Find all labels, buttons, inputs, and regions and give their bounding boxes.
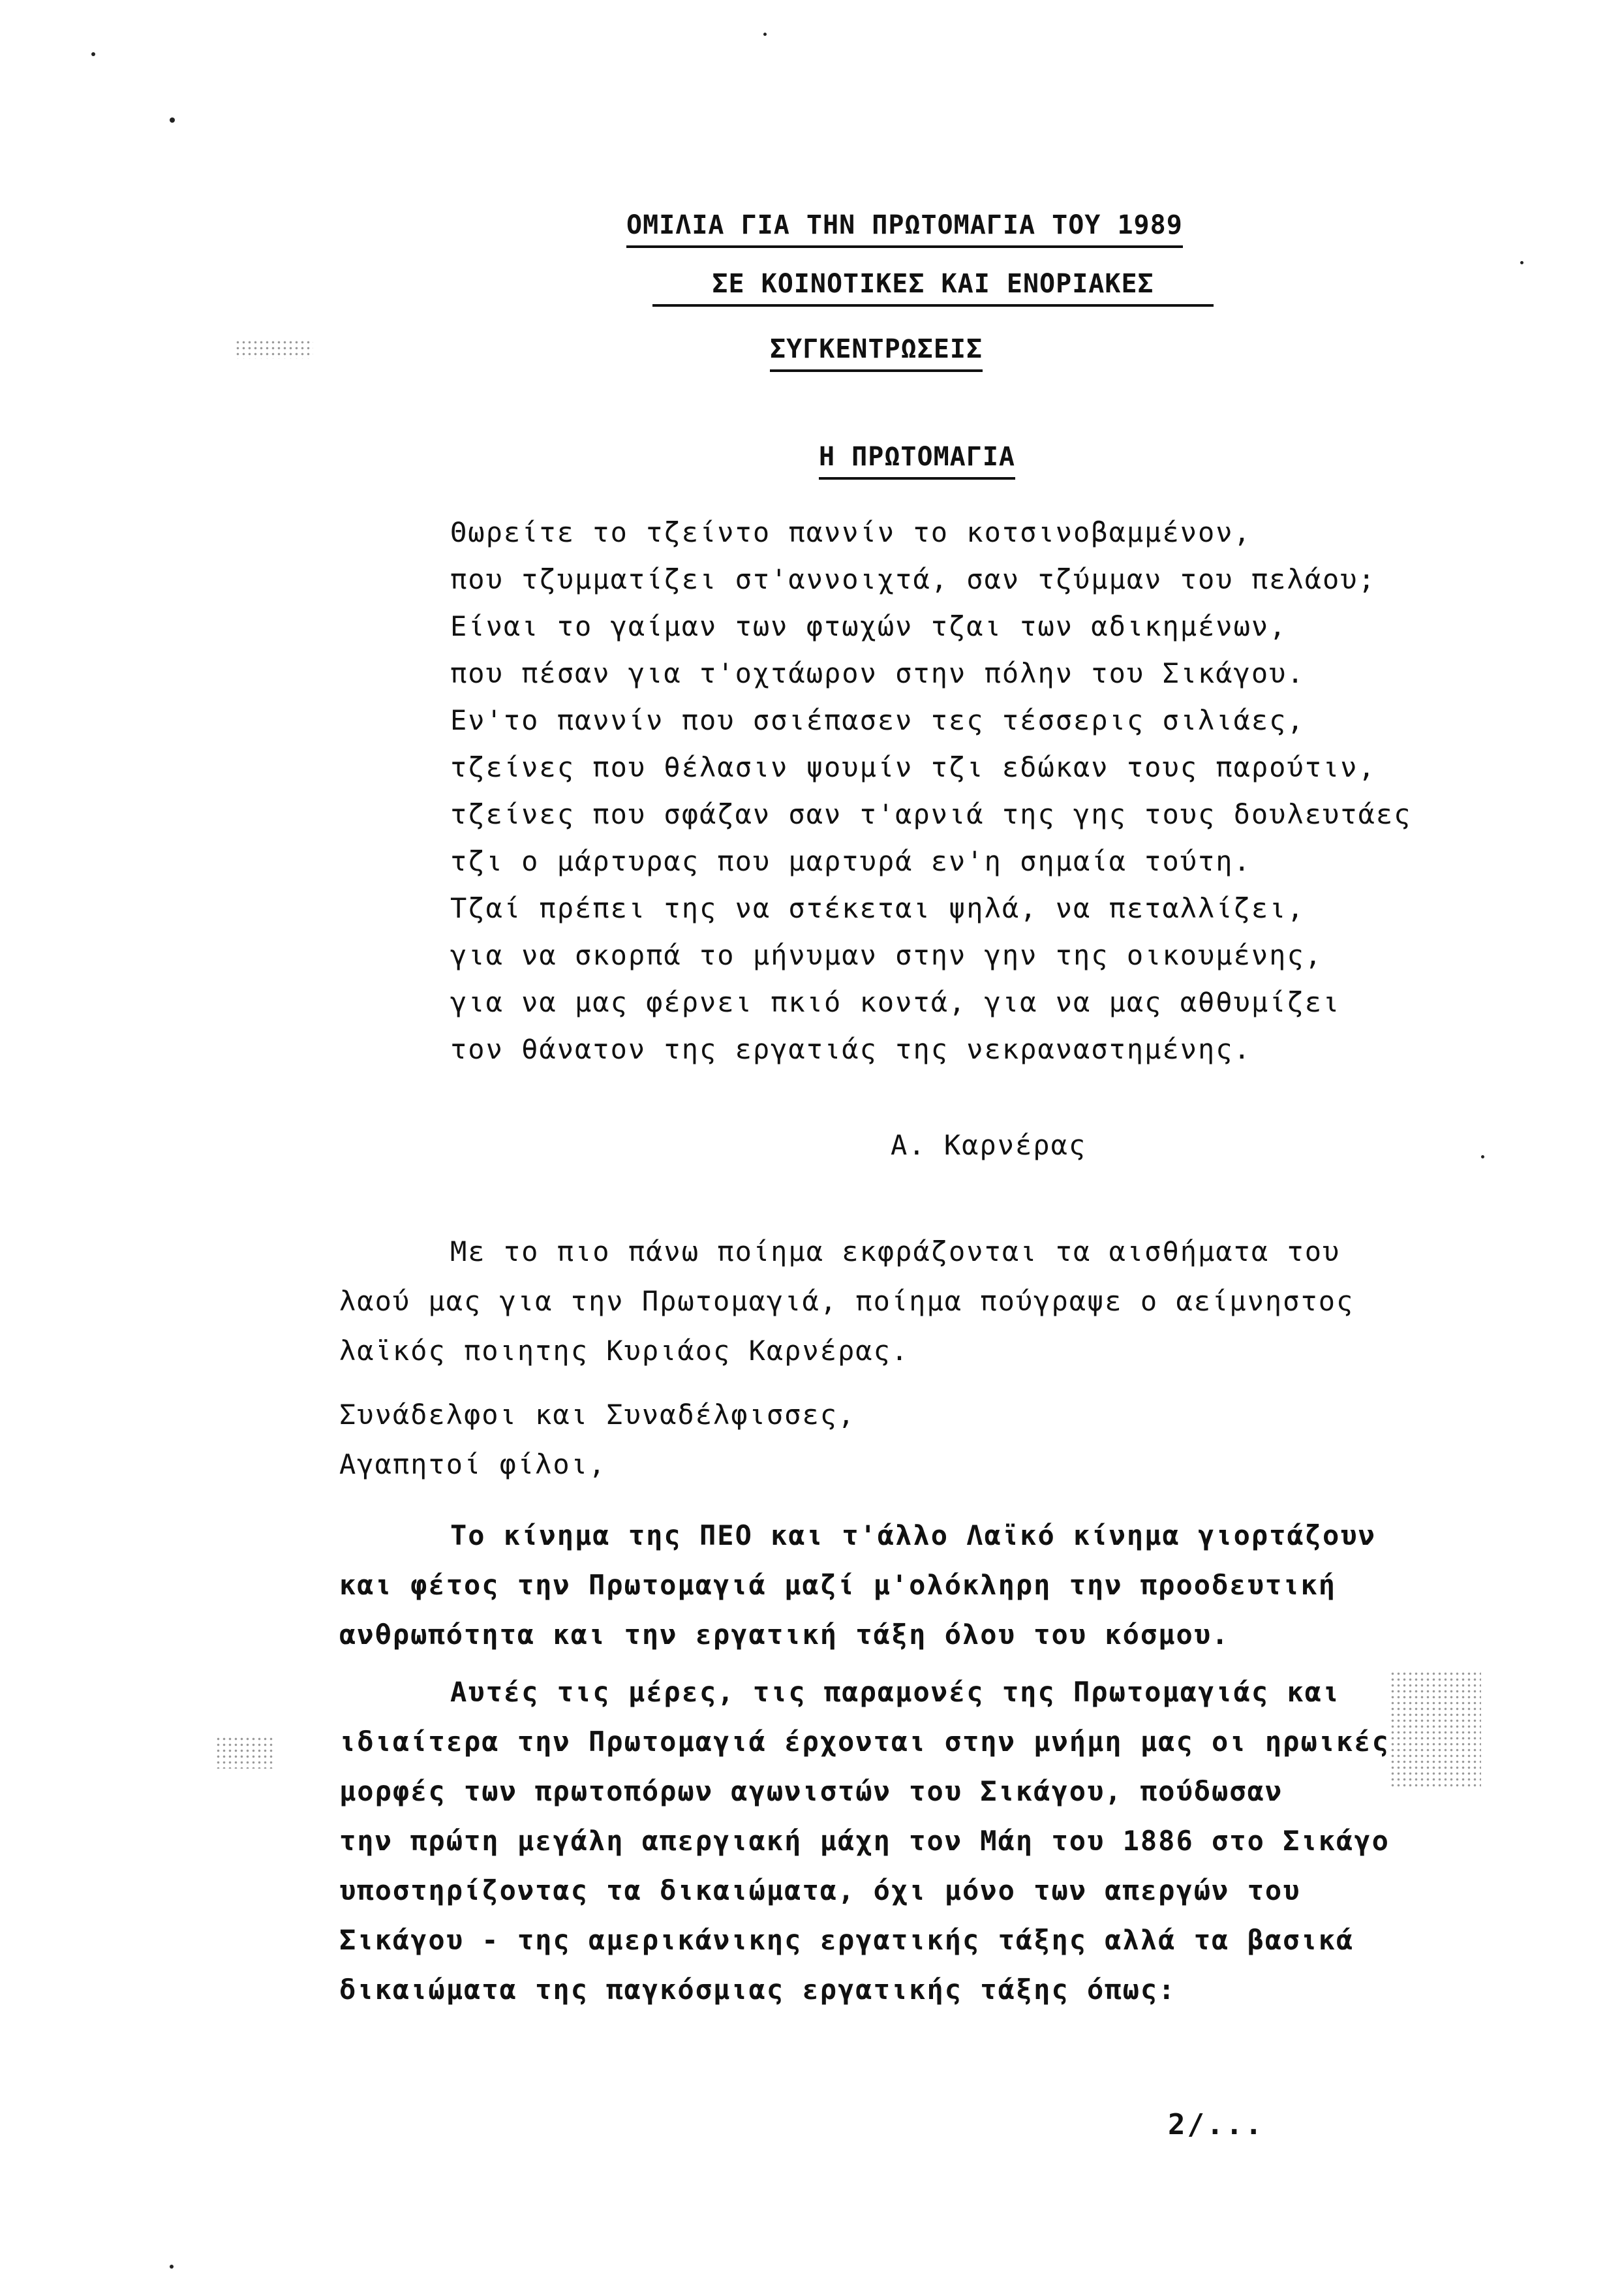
paragraph-line: την πρώτη μεγάλη απεργιακή μάχη τον Μάη του 1886 στο Σικάγο — [339, 1825, 1390, 1857]
poem-line: τζείνες που σφάζαν σαν τ'αρνιά της γης τους δουλευτάες — [450, 798, 1412, 830]
poem-line: Εν'το παννίν που σσιέπασεν τες τέσσερις σιλιάες, — [450, 704, 1305, 736]
poem-line: που τζυμματίζει στ'αννοιχτά, σαν τζύμμαν του πελάου; — [450, 563, 1376, 595]
greeting-line: Συνάδελφοι και Συναδέλφισσες, — [339, 1399, 856, 1431]
greeting — [339, 1390, 855, 1489]
body-paragraph-1 — [339, 1511, 1376, 1660]
paragraph-line: Το κίνημα της ΠΕΟ και τ'άλλο Λαϊκό κίνημα γιορτάζουν — [450, 1519, 1376, 1551]
scan-speck — [763, 33, 767, 36]
poem-line: τον θάνατον της εργατιάς της νεκραναστημένης. — [450, 1033, 1251, 1065]
paragraph-line: υποστηρίζοντας τα δικαιώματα, όχι μόνο των απεργών του — [339, 1874, 1301, 1906]
scan-speck — [1520, 261, 1523, 264]
paragraph-line: δικαιώματα της παγκόσμιας εργατικής τάξης όπως: — [339, 1974, 1176, 2006]
greeting-line: Αγαπητοί φίλοι, — [339, 1448, 607, 1480]
document-subtitle-2: ΣΥΓΚΕΝΤΡΩΣΕΙΣ — [770, 333, 983, 372]
poem-line: για να σκορπά το μήνυμαν στην γην της οικουμένης, — [450, 939, 1323, 971]
intro-paragraph — [339, 1227, 1354, 1376]
poem — [450, 509, 1520, 1073]
paragraph-line: λαϊκός ποιητης Κυριάος Καρνέρας. — [339, 1335, 910, 1367]
paragraph-line: Αυτές τις μέρες, τις παραμονές της Πρωτομαγιάς και — [450, 1676, 1341, 1708]
paragraph-line: και φέτος την Πρωτομαγιά μαζί μ'ολόκληρη την προοδευτική — [339, 1569, 1337, 1601]
scan-speck — [170, 2265, 174, 2269]
document-subtitle: ΣΕ ΚΟΙΝΟΤΙΚΕΣ ΚΑΙ ΕΝΟΡΙΑΚΕΣ — [652, 268, 1214, 307]
scan-speck — [170, 117, 175, 123]
poem-author: Α. Καρνέρας — [891, 1129, 1087, 1161]
scan-noise — [235, 339, 313, 359]
poem-line: που πέσαν για τ'οχτάωρον στην πόλην του Σικάγου. — [450, 657, 1305, 689]
paragraph-line: μορφές των πρωτοπόρων αγωνιστών του Σικάγου, πούδωσαν — [339, 1775, 1283, 1807]
paragraph-line: λαού μας για την Πρωτομαγιά, ποίημα πούγραψε ο αείμνηστος — [339, 1285, 1354, 1317]
scan-noise — [1390, 1671, 1481, 1788]
poem-line: Είναι το γαίμαν των φτωχών τζαι των αδικημένων, — [450, 610, 1287, 642]
paragraph-line: ιδιαίτερα την Πρωτομαγιά έρχονται στην μνήμη μας οι ηρωικές — [339, 1726, 1390, 1758]
document-title: ΟΜΙΛΙΑ ΓΙΑ ΤΗΝ ΠΡΩΤΟΜΑΓΙΑ ΤΟΥ 1989 — [626, 209, 1183, 248]
paragraph-line: Σικάγου - της αμερικάνικης εργατικής τάξης αλλά τα βασικά — [339, 1924, 1354, 1956]
poem-line: Θωρείτε το τζείντο παννίν το κοτσινοβαμμένον, — [450, 516, 1251, 548]
scan-speck — [1481, 1155, 1484, 1158]
body-paragraph-2 — [339, 1668, 1390, 2015]
paragraph-line: Με το πιο πάνω ποίημα εκφράζονται τα αισθήματα του — [450, 1235, 1341, 1267]
scan-noise — [215, 1736, 274, 1769]
paragraph-line: ανθρωπότητα και την εργατική τάξη όλου του κόσμου. — [339, 1619, 1230, 1651]
poem-line: τζι ο μάρτυρας που μαρτυρά εν'η σημαία τούτη. — [450, 845, 1251, 877]
poem-line: τζείνες που θέλασιν ψουμίν τζι εδώκαν τους παρούτιν, — [450, 751, 1376, 783]
poem-line: για να μας φέρνει πκιό κοντά, για να μας αθθυμίζει — [450, 986, 1341, 1018]
page-number: 2/... — [1168, 2108, 1264, 2141]
scan-speck — [91, 52, 95, 56]
poem-line: Τζαί πρέπει της να στέκεται ψηλά, να πεταλλίζει, — [450, 892, 1305, 924]
poem-title: Η ΠΡΩΤΟΜΑΓΙΑ — [819, 441, 1015, 480]
